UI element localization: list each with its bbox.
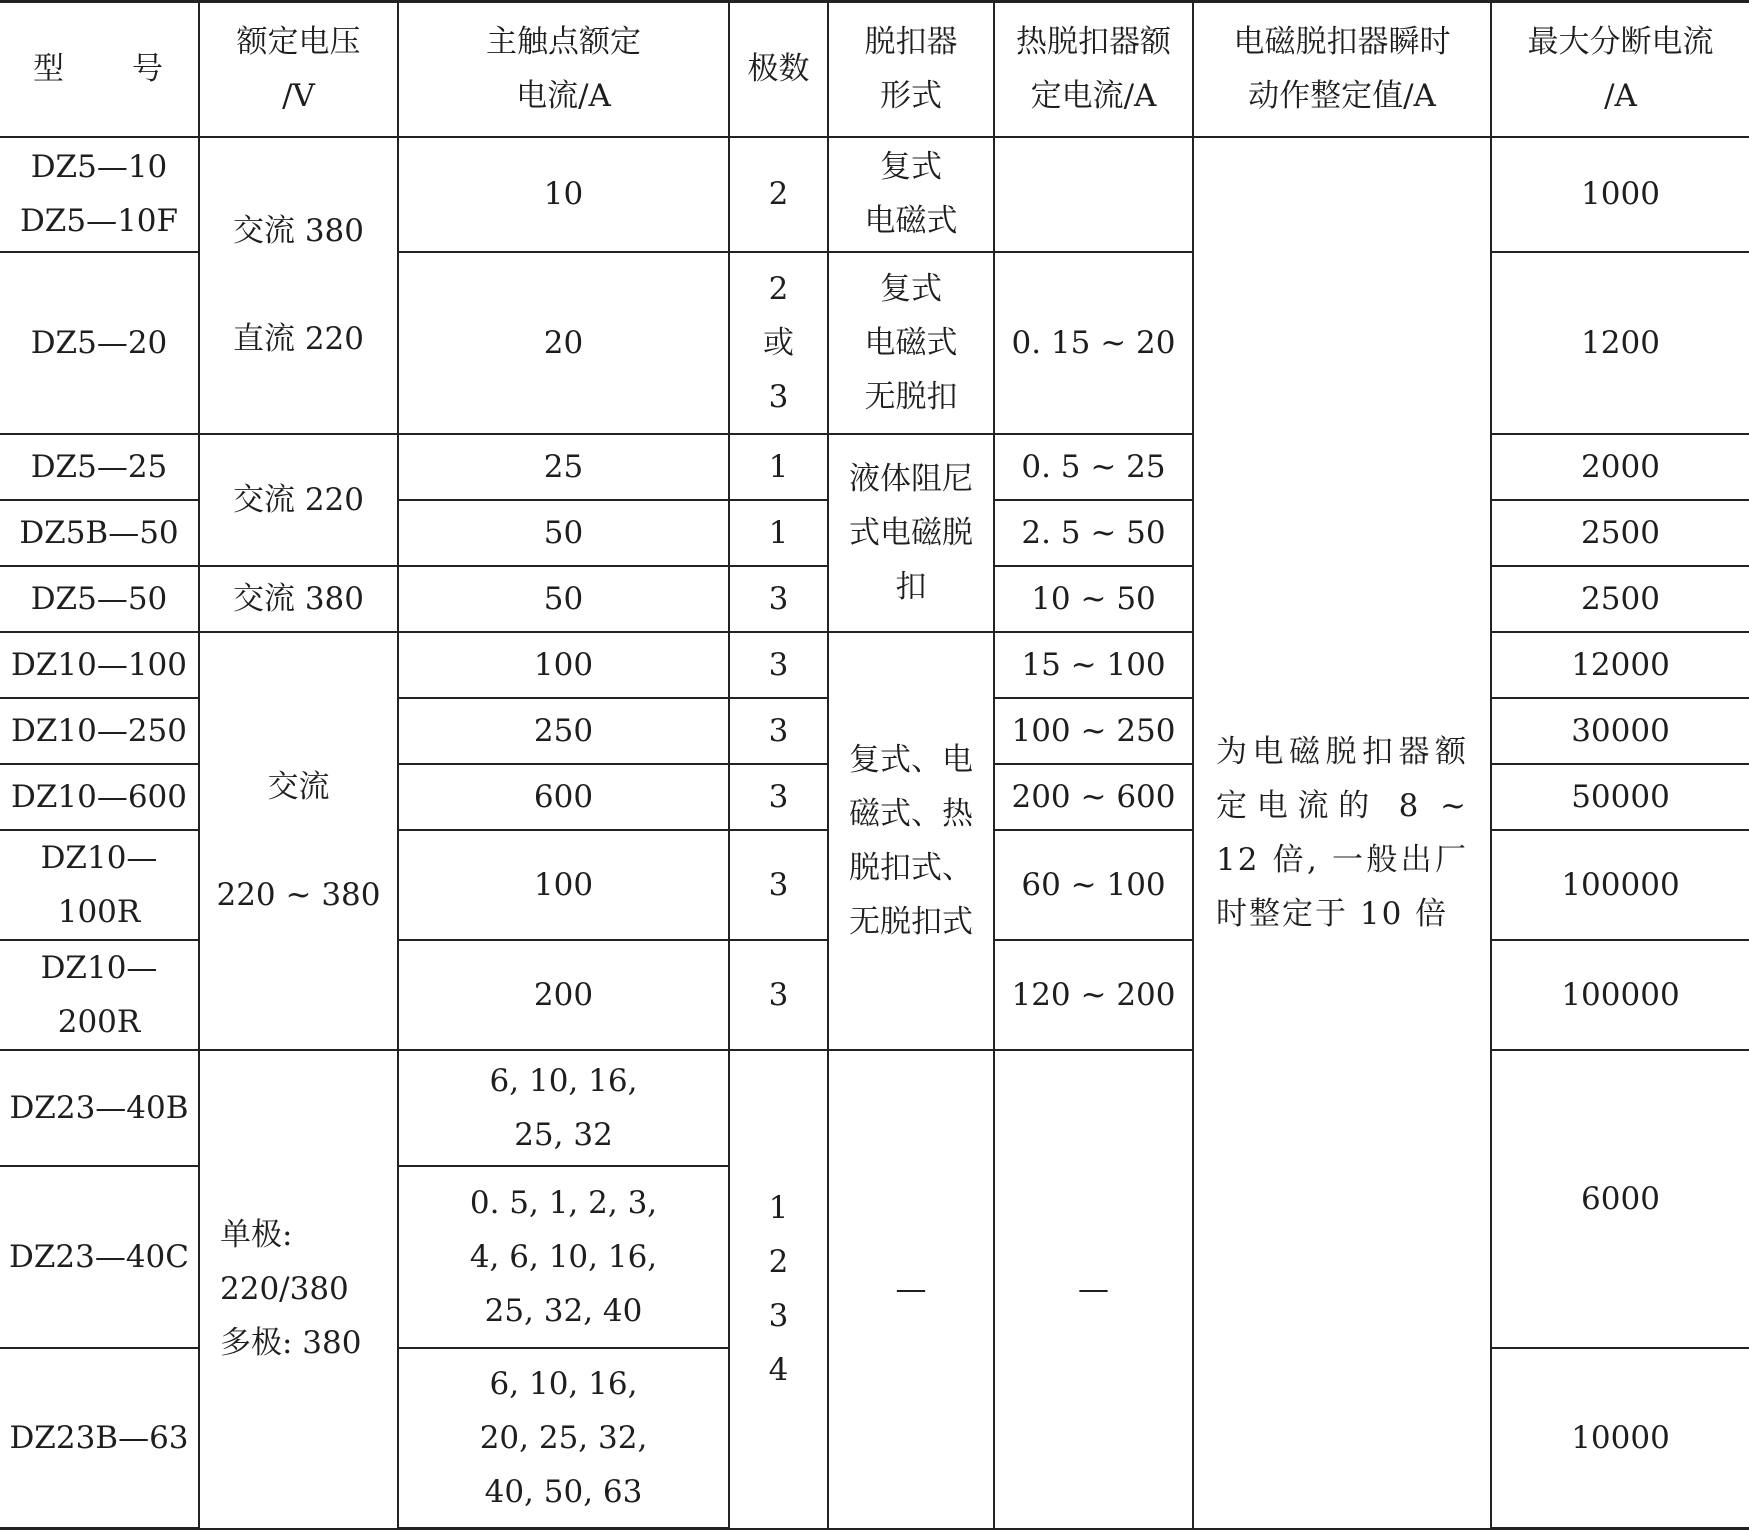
cell-type: DZ10—250 — [0, 698, 199, 764]
cell-max-break: 12000 — [1491, 632, 1749, 698]
cell-max-break: 6000 — [1491, 1050, 1749, 1348]
cell-current: 0. 5, 1, 2, 3, 4, 6, 10, 16, 25, 32, 40 — [398, 1166, 729, 1348]
header-release-form: 脱扣器 形式 — [828, 2, 994, 137]
cell-poles: 3 — [729, 940, 828, 1050]
cell-poles: 2 — [729, 137, 828, 252]
cell-current: 20 — [398, 252, 729, 434]
cell-thermal: 120 ~ 200 — [994, 940, 1193, 1050]
cell-voltage: 交流 220 — [199, 434, 398, 566]
cell-thermal — [994, 137, 1193, 252]
cell-type: DZ5—25 — [0, 434, 199, 500]
cell-release: — — [828, 1050, 994, 1529]
cell-max-break: 2000 — [1491, 434, 1749, 500]
cell-thermal: 0. 5 ~ 25 — [994, 434, 1193, 500]
cell-release: 复式 电磁式 — [828, 137, 994, 252]
cell-poles: 3 — [729, 830, 828, 940]
cell-poles: 3 — [729, 566, 828, 632]
cell-thermal: 15 ~ 100 — [994, 632, 1193, 698]
cell-release: 复式、电 磁式、热 脱扣式、 无脱扣式 — [828, 632, 994, 1050]
cell-voltage: 单极: 220/380 多极: 380 — [199, 1050, 398, 1529]
header-em-setting: 电磁脱扣器瞬时 动作整定值/A — [1193, 2, 1491, 137]
cell-type: DZ10—100R — [0, 830, 199, 940]
cell-max-break: 100000 — [1491, 830, 1749, 940]
cell-type: DZ5—20 — [0, 252, 199, 434]
cell-voltage: 交流 380 — [199, 566, 398, 632]
cell-release: 复式 电磁式 无脱扣 — [828, 252, 994, 434]
cell-current: 250 — [398, 698, 729, 764]
cell-type: DZ10—600 — [0, 764, 199, 830]
cell-type: DZ10—100 — [0, 632, 199, 698]
cell-type: DZ10—200R — [0, 940, 199, 1050]
cell-max-break: 50000 — [1491, 764, 1749, 830]
cell-poles: 1 2 3 4 — [729, 1050, 828, 1529]
cell-current: 6, 10, 16, 20, 25, 32, 40, 50, 63 — [398, 1348, 729, 1529]
header-max-break: 最大分断电流 /A — [1491, 2, 1749, 137]
cell-poles: 3 — [729, 632, 828, 698]
header-row — [0, 2, 1749, 137]
header-poles: 极数 — [729, 2, 828, 137]
cell-em-setting: 为电磁脱扣器额定电流的 8 ~ 12 倍, 一般出厂时整定于 10 倍 — [1193, 137, 1491, 1529]
cell-max-break: 10000 — [1491, 1348, 1749, 1529]
cell-poles: 3 — [729, 698, 828, 764]
header-voltage: 额定电压 /V — [199, 2, 398, 137]
cell-thermal: 200 ~ 600 — [994, 764, 1193, 830]
header-thermal-current: 热脱扣器额 定电流/A — [994, 2, 1193, 137]
cell-current: 100 — [398, 632, 729, 698]
cell-thermal: 100 ~ 250 — [994, 698, 1193, 764]
cell-type: DZ5B—50 — [0, 500, 199, 566]
header-main-current: 主触点额定 电流/A — [398, 2, 729, 137]
cell-thermal: — — [994, 1050, 1193, 1529]
cell-current: 6, 10, 16, 25, 32 — [398, 1050, 729, 1166]
cell-type: DZ5—10 DZ5—10F — [0, 137, 199, 252]
cell-voltage: 交流 380 直流 220 — [199, 137, 398, 434]
cell-current: 200 — [398, 940, 729, 1050]
cell-current: 100 — [398, 830, 729, 940]
header-type: 型 号 — [0, 2, 199, 137]
cell-type: DZ23B—63 — [0, 1348, 199, 1529]
cell-thermal: 60 ~ 100 — [994, 830, 1193, 940]
cell-current: 10 — [398, 137, 729, 252]
cell-max-break: 2500 — [1491, 500, 1749, 566]
cell-max-break: 1000 — [1491, 137, 1749, 252]
cell-max-break: 1200 — [1491, 252, 1749, 434]
cell-current: 25 — [398, 434, 729, 500]
cell-max-break: 2500 — [1491, 566, 1749, 632]
cell-max-break: 30000 — [1491, 698, 1749, 764]
cell-type: DZ5—50 — [0, 566, 199, 632]
cell-release: 液体阻尼 式电磁脱 扣 — [828, 434, 994, 632]
cell-current: 50 — [398, 500, 729, 566]
cell-poles: 2 或 3 — [729, 252, 828, 434]
cell-current: 50 — [398, 566, 729, 632]
cell-type: DZ23—40C — [0, 1166, 199, 1348]
cell-poles: 3 — [729, 764, 828, 830]
cell-poles: 1 — [729, 500, 828, 566]
cell-thermal: 0. 15 ~ 20 — [994, 252, 1193, 434]
cell-max-break: 100000 — [1491, 940, 1749, 1050]
cell-voltage: 交流 220 ~ 380 — [199, 632, 398, 1050]
cell-current: 600 — [398, 764, 729, 830]
cell-poles: 1 — [729, 434, 828, 500]
cell-thermal: 10 ~ 50 — [994, 566, 1193, 632]
cell-thermal: 2. 5 ~ 50 — [994, 500, 1193, 566]
cell-type: DZ23—40B — [0, 1050, 199, 1166]
table-row — [0, 137, 1749, 252]
